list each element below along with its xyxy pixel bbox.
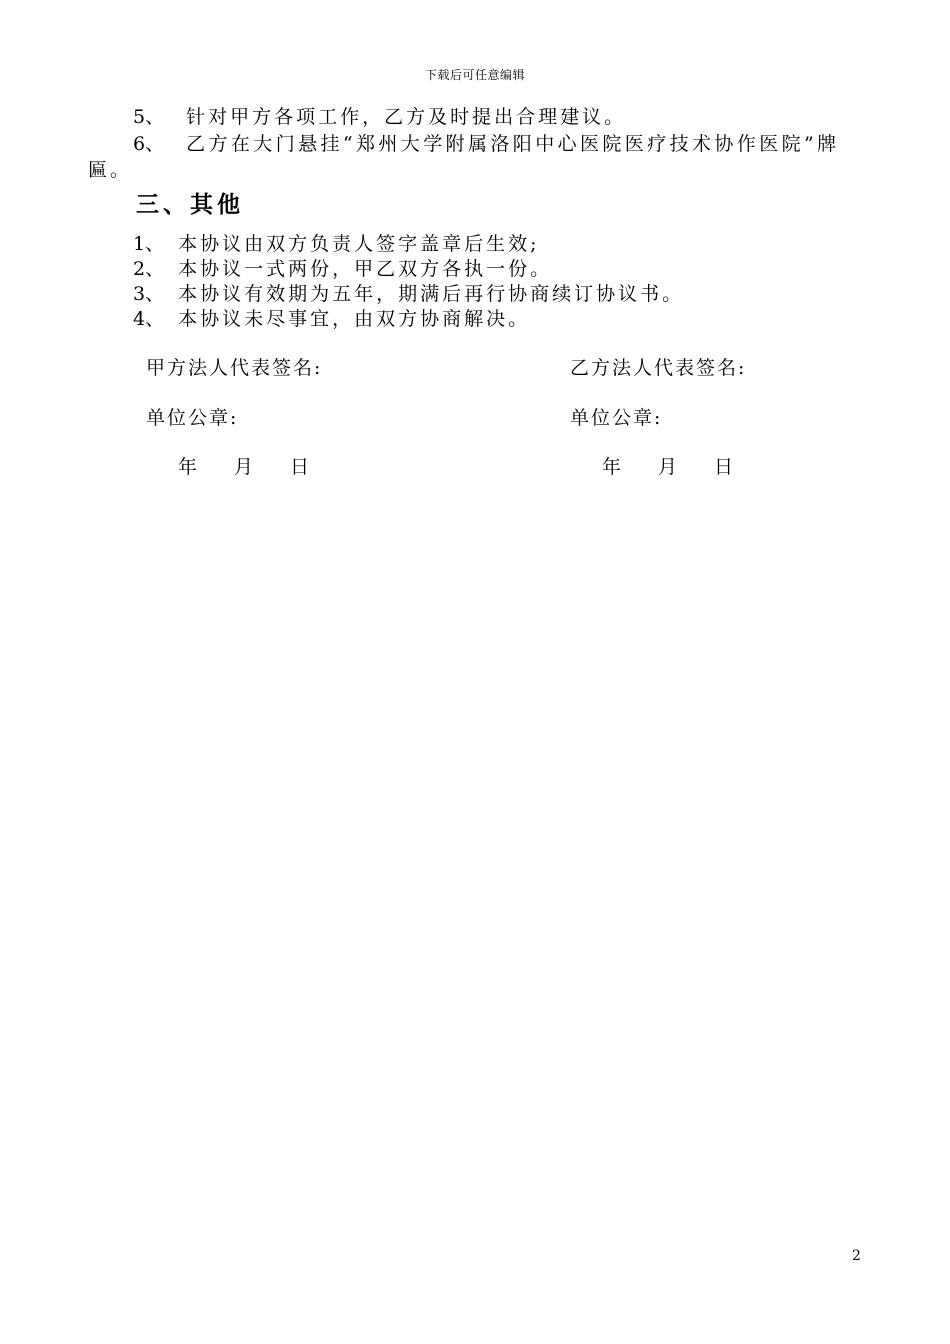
item-number: 1、 <box>133 233 165 255</box>
item-text: 本协议一式两份，甲乙双方各执一份。 <box>178 258 553 280</box>
item-text: 本协议未尽事宜，由双方协商解决。 <box>178 308 531 330</box>
party-a-month-label: 月 <box>234 456 256 478</box>
list-item <box>133 102 626 129</box>
item-text: 本协议由双方负责人签字盖章后生效; <box>178 233 540 255</box>
party-b-rep-signature-label: 乙方法人代表签名: <box>570 357 747 379</box>
page-number: 2 <box>852 1248 861 1264</box>
party-b-year-label: 年 <box>602 456 624 478</box>
item-text: 本协议有效期为五年，期满后再行协商续订协议书。 <box>178 283 685 305</box>
section-heading: 三、其他 <box>136 191 244 218</box>
item-number: 6、 <box>133 133 165 155</box>
list-item-continuation: 匾。 <box>88 159 133 181</box>
item-number: 3、 <box>133 283 165 305</box>
party-a-year-label: 年 <box>178 456 200 478</box>
party-a-day-label: 日 <box>290 456 312 478</box>
item-text: 乙方在大门悬挂“郑州大学附属洛阳中心医院医疗技术协作医院”牌 <box>186 133 840 155</box>
item-text: 针对甲方各项工作，乙方及时提出合理建议。 <box>186 106 627 128</box>
list-item <box>133 229 540 256</box>
party-a-rep-signature-label: 甲方法人代表签名: <box>146 357 323 379</box>
party-b-seal-label: 单位公章: <box>570 407 663 429</box>
item-number: 4、 <box>133 308 165 330</box>
list-item <box>133 254 552 281</box>
party-a-date-line <box>178 452 311 479</box>
item-number: 2、 <box>133 258 165 280</box>
party-b-day-label: 日 <box>714 456 736 478</box>
item-number: 5、 <box>133 106 165 128</box>
list-item <box>133 304 530 331</box>
list-item <box>133 129 840 156</box>
party-b-month-label: 月 <box>658 456 680 478</box>
list-item <box>133 279 684 306</box>
party-b-date-line <box>602 452 735 479</box>
page-header: 下载后可任意编辑 <box>424 68 525 82</box>
party-a-seal-label: 单位公章: <box>146 407 239 429</box>
